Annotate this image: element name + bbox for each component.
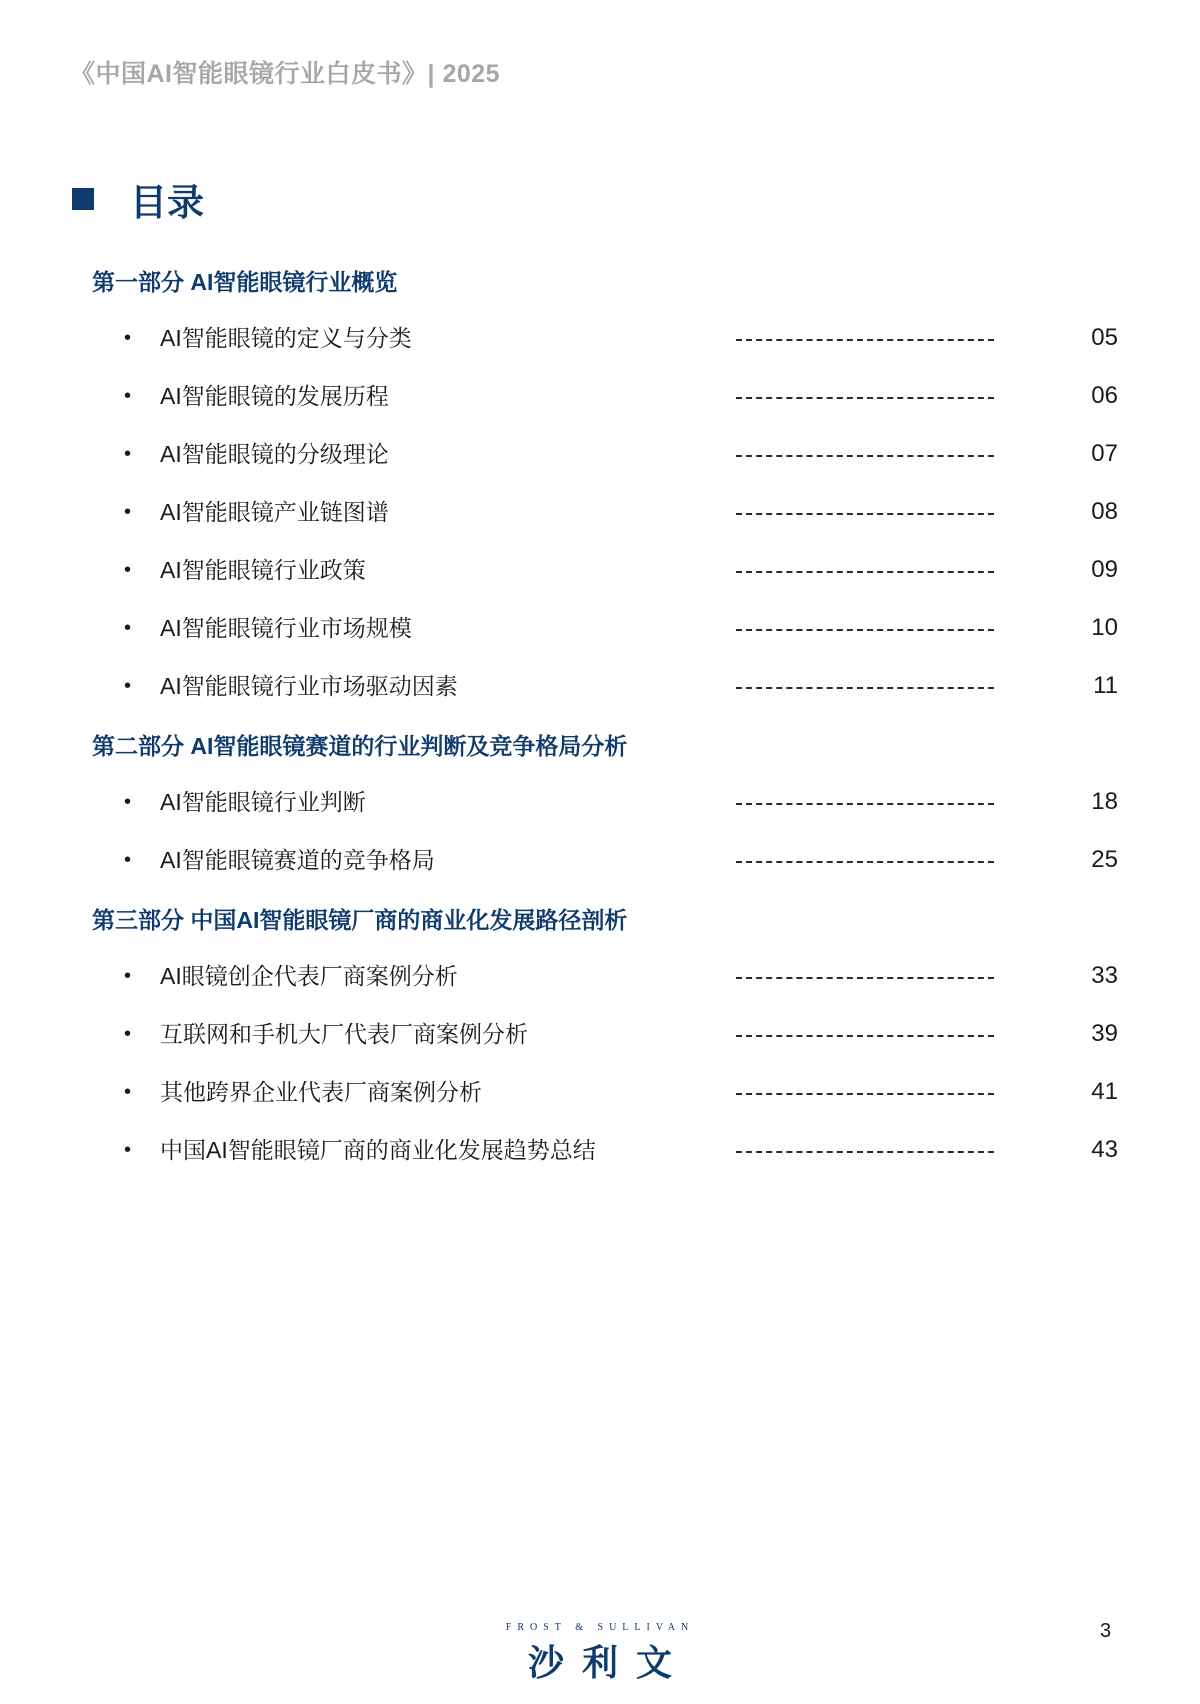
toc-entry-label: AI智能眼镜产业链图谱 — [160, 499, 389, 525]
toc-entry-page: 25 — [1091, 846, 1118, 873]
toc-entry[interactable] — [0, 552, 1200, 610]
bullet-icon: • — [124, 1023, 132, 1045]
frost-sullivan-logo — [500, 1622, 700, 1686]
bullet-icon: • — [124, 327, 132, 349]
dotted-leader — [736, 397, 994, 399]
toc-entry-label: 其他跨界企业代表厂商案例分析 — [160, 1079, 482, 1105]
toc-entry-label: AI智能眼镜赛道的竞争格局 — [160, 847, 435, 873]
toc-entry-page: 41 — [1091, 1078, 1118, 1105]
bullet-icon: • — [124, 501, 132, 523]
bullet-icon: • — [124, 1081, 132, 1103]
toc-entry-label: 中国AI智能眼镜厂商的商业化发展趋势总结 — [160, 1137, 596, 1163]
dotted-leader — [736, 1093, 994, 1095]
toc-entry[interactable] — [0, 784, 1200, 842]
toc-entry-page: 05 — [1091, 324, 1118, 351]
toc-entry-page: 09 — [1091, 556, 1118, 583]
bullet-icon: • — [124, 443, 132, 465]
page-title-row — [72, 172, 204, 226]
dotted-leader — [736, 629, 994, 631]
bullet-icon: • — [124, 791, 132, 813]
square-bullet-icon — [72, 188, 94, 210]
toc-entry-page: 10 — [1091, 614, 1118, 641]
toc-entry-label: 互联网和手机大厂代表厂商案例分析 — [160, 1021, 528, 1047]
document-header: 《中国AI智能眼镜行业白皮书》| 2025 — [70, 60, 501, 88]
page-title: 目录 — [130, 182, 204, 223]
toc-entry[interactable] — [0, 320, 1200, 378]
bullet-icon: • — [124, 675, 132, 697]
dotted-leader — [736, 339, 994, 341]
toc-entry-label: AI眼镜创企代表厂商案例分析 — [160, 963, 458, 989]
toc-entry[interactable] — [0, 958, 1200, 1016]
toc-entry[interactable] — [0, 378, 1200, 436]
toc-section-heading[interactable]: 第三部分 中国AI智能眼镜厂商的商业化发展路径剖析 — [92, 907, 628, 933]
toc-entry-label: AI智能眼镜的发展历程 — [160, 383, 389, 409]
dotted-leader — [736, 455, 994, 457]
dotted-leader — [736, 977, 994, 979]
bullet-icon: • — [124, 1139, 132, 1161]
toc-entry-page: 06 — [1091, 382, 1118, 409]
toc-entry[interactable] — [0, 1016, 1200, 1074]
toc-entry[interactable] — [0, 842, 1200, 900]
dotted-leader — [736, 687, 994, 689]
toc-section-heading[interactable]: 第一部分 AI智能眼镜行业概览 — [92, 269, 398, 295]
bullet-icon: • — [124, 559, 132, 581]
dotted-leader — [736, 513, 994, 515]
logo-english-text: FROST & SULLIVAN — [505, 1622, 695, 1633]
dotted-leader — [736, 1151, 994, 1153]
toc-entry[interactable] — [0, 436, 1200, 494]
toc-entry-label: AI智能眼镜的定义与分类 — [160, 325, 412, 351]
toc-entry-page: 33 — [1091, 962, 1118, 989]
toc-entry-page: 08 — [1091, 498, 1118, 525]
toc-entry-label: AI智能眼镜行业政策 — [160, 557, 366, 583]
table-of-contents — [0, 262, 1200, 1190]
logo-chinese-text: 沙利文 — [527, 1642, 690, 1683]
bullet-icon: • — [124, 849, 132, 871]
dotted-leader — [736, 1035, 994, 1037]
toc-entry-page: 18 — [1091, 788, 1118, 815]
toc-entry-page: 07 — [1091, 440, 1118, 467]
toc-entry-label: AI智能眼镜行业市场驱动因素 — [160, 673, 458, 699]
toc-entry[interactable] — [0, 1074, 1200, 1132]
toc-entry-page: 39 — [1091, 1020, 1118, 1047]
toc-entry[interactable] — [0, 610, 1200, 668]
bullet-icon: • — [124, 617, 132, 639]
bullet-icon: • — [124, 965, 132, 987]
toc-entry-label: AI智能眼镜行业判断 — [160, 789, 366, 815]
toc-entry[interactable] — [0, 1132, 1200, 1190]
toc-entry-page: 11 — [1093, 672, 1118, 699]
toc-section-heading[interactable]: 第二部分 AI智能眼镜赛道的行业判断及竞争格局分析 — [92, 733, 628, 759]
dotted-leader — [736, 861, 994, 863]
page-number: 3 — [1100, 1620, 1112, 1642]
toc-entry-label: AI智能眼镜行业市场规模 — [160, 615, 412, 641]
toc-entry[interactable] — [0, 494, 1200, 552]
dotted-leader — [736, 571, 994, 573]
bullet-icon: • — [124, 385, 132, 407]
toc-entry[interactable] — [0, 668, 1200, 726]
toc-entry-page: 43 — [1091, 1136, 1118, 1163]
dotted-leader — [736, 803, 994, 805]
toc-entry-label: AI智能眼镜的分级理论 — [160, 441, 389, 467]
